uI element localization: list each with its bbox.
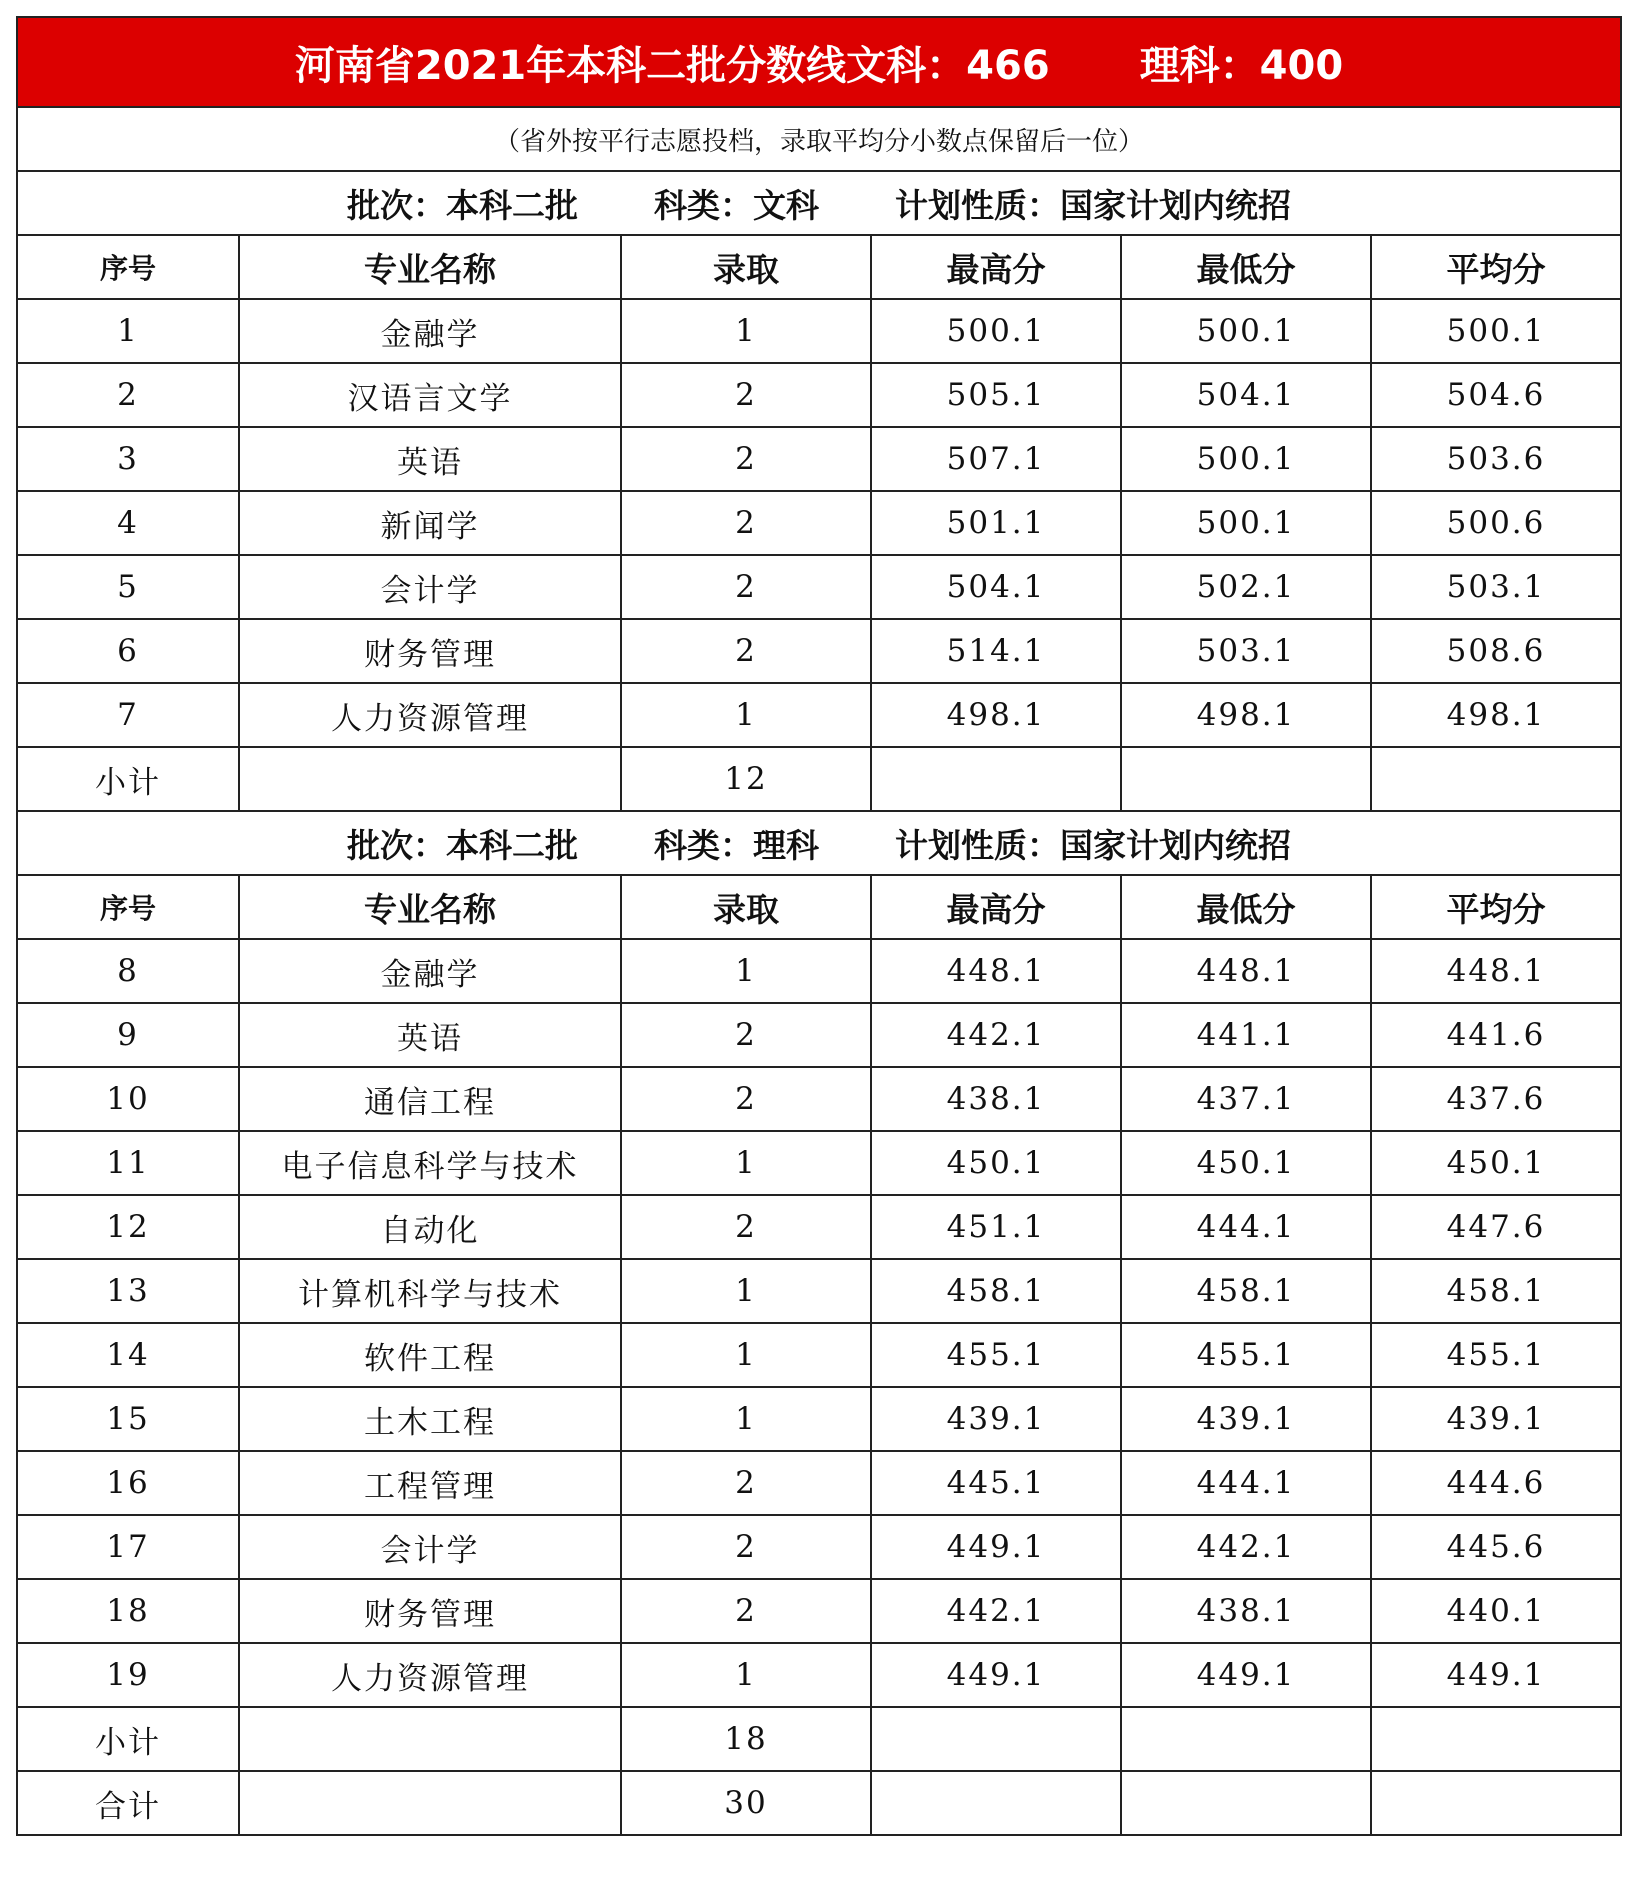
batch-label: 批次：本科二批 [347, 185, 579, 225]
major-name-cell: 财务管理 [239, 1579, 621, 1643]
avg-score-cell: 500.6 [1371, 491, 1621, 555]
min-score-cell: 458.1 [1121, 1259, 1371, 1323]
batch-info-row [17, 171, 1621, 235]
index-cell: 2 [17, 363, 239, 427]
avg-score-cell: 447.6 [1371, 1195, 1621, 1259]
table-row [17, 427, 1621, 491]
max-score-cell: 507.1 [871, 427, 1121, 491]
total-label: 合计 [17, 1771, 239, 1835]
index-cell: 12 [17, 1195, 239, 1259]
subtotal-row [17, 747, 1621, 811]
min-score-cell: 498.1 [1121, 683, 1371, 747]
table-row [17, 1323, 1621, 1387]
title-arts: 河南省2021年本科二批分数线文科：466 [294, 42, 1050, 89]
admitted-count-cell: 2 [621, 555, 871, 619]
table-row [17, 1515, 1621, 1579]
subtotal-row [17, 1707, 1621, 1771]
empty-cell [239, 1771, 621, 1835]
min-score-cell: 504.1 [1121, 363, 1371, 427]
empty-cell [1371, 1707, 1621, 1771]
table-row [17, 939, 1621, 1003]
major-name-cell: 财务管理 [239, 619, 621, 683]
batch-info [17, 171, 1621, 235]
admitted-count-cell: 1 [621, 683, 871, 747]
avg-score-cell: 441.6 [1371, 1003, 1621, 1067]
title-science: 理科：400 [1139, 42, 1344, 89]
table-row [17, 1195, 1621, 1259]
max-score-cell: 498.1 [871, 683, 1121, 747]
batch-label: 批次：本科二批 [347, 825, 579, 865]
empty-cell [871, 1707, 1121, 1771]
admitted-count-cell: 2 [621, 1579, 871, 1643]
min-score-cell: 438.1 [1121, 1579, 1371, 1643]
table-row [17, 1259, 1621, 1323]
note-row [17, 107, 1621, 171]
major-name-cell: 会计学 [239, 555, 621, 619]
index-cell: 16 [17, 1451, 239, 1515]
major-name-cell: 软件工程 [239, 1323, 621, 1387]
table-row [17, 1643, 1621, 1707]
admitted-count-cell: 1 [621, 1323, 871, 1387]
column-header: 专业名称 [239, 875, 621, 939]
min-score-cell: 500.1 [1121, 299, 1371, 363]
min-score-cell: 455.1 [1121, 1323, 1371, 1387]
major-name-cell: 计算机科学与技术 [239, 1259, 621, 1323]
index-cell: 17 [17, 1515, 239, 1579]
column-header: 最低分 [1121, 875, 1371, 939]
max-score-cell: 449.1 [871, 1515, 1121, 1579]
max-score-cell: 442.1 [871, 1579, 1121, 1643]
empty-cell [1371, 747, 1621, 811]
major-name-cell: 人力资源管理 [239, 683, 621, 747]
min-score-cell: 442.1 [1121, 1515, 1371, 1579]
admitted-count-cell: 2 [621, 363, 871, 427]
min-score-cell: 448.1 [1121, 939, 1371, 1003]
index-cell: 18 [17, 1579, 239, 1643]
major-name-cell: 会计学 [239, 1515, 621, 1579]
min-score-cell: 502.1 [1121, 555, 1371, 619]
max-score-cell: 451.1 [871, 1195, 1121, 1259]
major-name-cell: 自动化 [239, 1195, 621, 1259]
column-header: 最高分 [871, 875, 1121, 939]
avg-score-cell: 437.6 [1371, 1067, 1621, 1131]
max-score-cell: 442.1 [871, 1003, 1121, 1067]
max-score-cell: 501.1 [871, 491, 1121, 555]
major-name-cell: 土木工程 [239, 1387, 621, 1451]
admitted-count-cell: 1 [621, 1643, 871, 1707]
index-cell: 13 [17, 1259, 239, 1323]
min-score-cell: 444.1 [1121, 1195, 1371, 1259]
empty-cell [1121, 1707, 1371, 1771]
admitted-count-cell: 2 [621, 1195, 871, 1259]
admitted-count-cell: 2 [621, 1067, 871, 1131]
max-score-cell: 458.1 [871, 1259, 1121, 1323]
major-name-cell: 新闻学 [239, 491, 621, 555]
empty-cell [871, 1771, 1121, 1835]
column-header: 录取 [621, 875, 871, 939]
category-label: 科类：文科 [654, 185, 820, 225]
subtotal-label: 小计 [17, 747, 239, 811]
min-score-cell: 500.1 [1121, 491, 1371, 555]
major-name-cell: 英语 [239, 1003, 621, 1067]
total-row [17, 1771, 1621, 1835]
table-row [17, 363, 1621, 427]
max-score-cell: 448.1 [871, 939, 1121, 1003]
index-cell: 10 [17, 1067, 239, 1131]
table-row [17, 1131, 1621, 1195]
table-row [17, 1003, 1621, 1067]
table-row [17, 555, 1621, 619]
major-name-cell: 人力资源管理 [239, 1643, 621, 1707]
admitted-count-cell: 1 [621, 299, 871, 363]
min-score-cell: 441.1 [1121, 1003, 1371, 1067]
avg-score-cell: 500.1 [1371, 299, 1621, 363]
avg-score-cell: 504.6 [1371, 363, 1621, 427]
admitted-count-cell: 1 [621, 1131, 871, 1195]
admitted-count-cell: 2 [621, 619, 871, 683]
min-score-cell: 444.1 [1121, 1451, 1371, 1515]
page-title [17, 17, 1621, 107]
score-table-body [17, 17, 1621, 1835]
admitted-count-cell: 1 [621, 1259, 871, 1323]
avg-score-cell: 444.6 [1371, 1451, 1621, 1515]
admitted-count-cell: 1 [621, 1387, 871, 1451]
category-label: 科类：理科 [654, 825, 820, 865]
max-score-cell: 514.1 [871, 619, 1121, 683]
table-row [17, 1579, 1621, 1643]
empty-cell [1121, 747, 1371, 811]
index-cell: 3 [17, 427, 239, 491]
table-row [17, 299, 1621, 363]
admitted-count-cell: 2 [621, 491, 871, 555]
empty-cell [1371, 1771, 1621, 1835]
table-row [17, 1387, 1621, 1451]
index-cell: 9 [17, 1003, 239, 1067]
subtotal-value: 12 [621, 747, 871, 811]
avg-score-cell: 503.1 [1371, 555, 1621, 619]
admission-score-sheet [16, 16, 1620, 1836]
column-header: 最低分 [1121, 235, 1371, 299]
avg-score-cell: 445.6 [1371, 1515, 1621, 1579]
max-score-cell: 438.1 [871, 1067, 1121, 1131]
min-score-cell: 503.1 [1121, 619, 1371, 683]
avg-score-cell: 449.1 [1371, 1643, 1621, 1707]
table-row [17, 491, 1621, 555]
title-row [17, 17, 1621, 107]
avg-score-cell: 508.6 [1371, 619, 1621, 683]
admitted-count-cell: 1 [621, 939, 871, 1003]
min-score-cell: 450.1 [1121, 1131, 1371, 1195]
total-value: 30 [621, 1771, 871, 1835]
plan-label: 计划性质：国家计划内统招 [895, 185, 1292, 225]
header-row [17, 875, 1621, 939]
index-cell: 19 [17, 1643, 239, 1707]
header-row [17, 235, 1621, 299]
index-cell: 15 [17, 1387, 239, 1451]
max-score-cell: 445.1 [871, 1451, 1121, 1515]
admitted-count-cell: 2 [621, 427, 871, 491]
index-cell: 7 [17, 683, 239, 747]
score-table [16, 16, 1622, 1836]
major-name-cell: 金融学 [239, 299, 621, 363]
batch-info-row [17, 811, 1621, 875]
max-score-cell: 455.1 [871, 1323, 1121, 1387]
index-cell: 4 [17, 491, 239, 555]
plan-label: 计划性质：国家计划内统招 [895, 825, 1292, 865]
avg-score-cell: 440.1 [1371, 1579, 1621, 1643]
table-row [17, 1451, 1621, 1515]
avg-score-cell: 439.1 [1371, 1387, 1621, 1451]
avg-score-cell: 450.1 [1371, 1131, 1621, 1195]
subtotal-label: 小计 [17, 1707, 239, 1771]
column-header: 平均分 [1371, 235, 1621, 299]
max-score-cell: 504.1 [871, 555, 1121, 619]
avg-score-cell: 498.1 [1371, 683, 1621, 747]
column-header: 序号 [17, 235, 239, 299]
empty-cell [239, 747, 621, 811]
admitted-count-cell: 2 [621, 1003, 871, 1067]
batch-info [17, 811, 1621, 875]
column-header: 序号 [17, 875, 239, 939]
table-row [17, 619, 1621, 683]
min-score-cell: 437.1 [1121, 1067, 1371, 1131]
max-score-cell: 505.1 [871, 363, 1121, 427]
max-score-cell: 449.1 [871, 1643, 1121, 1707]
max-score-cell: 439.1 [871, 1387, 1121, 1451]
major-name-cell: 金融学 [239, 939, 621, 1003]
empty-cell [871, 747, 1121, 811]
major-name-cell: 电子信息科学与技术 [239, 1131, 621, 1195]
empty-cell [1121, 1771, 1371, 1835]
subtotal-value: 18 [621, 1707, 871, 1771]
min-score-cell: 500.1 [1121, 427, 1371, 491]
avg-score-cell: 503.6 [1371, 427, 1621, 491]
max-score-cell: 450.1 [871, 1131, 1121, 1195]
column-header: 最高分 [871, 235, 1121, 299]
empty-cell [239, 1707, 621, 1771]
table-row [17, 1067, 1621, 1131]
note-text: （省外按平行志愿投档，录取平均分小数点保留后一位） [17, 107, 1621, 171]
index-cell: 5 [17, 555, 239, 619]
avg-score-cell: 458.1 [1371, 1259, 1621, 1323]
index-cell: 8 [17, 939, 239, 1003]
admitted-count-cell: 2 [621, 1515, 871, 1579]
column-header: 平均分 [1371, 875, 1621, 939]
major-name-cell: 工程管理 [239, 1451, 621, 1515]
major-name-cell: 汉语言文学 [239, 363, 621, 427]
max-score-cell: 500.1 [871, 299, 1121, 363]
column-header: 专业名称 [239, 235, 621, 299]
major-name-cell: 通信工程 [239, 1067, 621, 1131]
table-row [17, 683, 1621, 747]
admitted-count-cell: 2 [621, 1451, 871, 1515]
avg-score-cell: 448.1 [1371, 939, 1621, 1003]
major-name-cell: 英语 [239, 427, 621, 491]
avg-score-cell: 455.1 [1371, 1323, 1621, 1387]
min-score-cell: 439.1 [1121, 1387, 1371, 1451]
index-cell: 11 [17, 1131, 239, 1195]
min-score-cell: 449.1 [1121, 1643, 1371, 1707]
index-cell: 14 [17, 1323, 239, 1387]
column-header: 录取 [621, 235, 871, 299]
index-cell: 1 [17, 299, 239, 363]
index-cell: 6 [17, 619, 239, 683]
